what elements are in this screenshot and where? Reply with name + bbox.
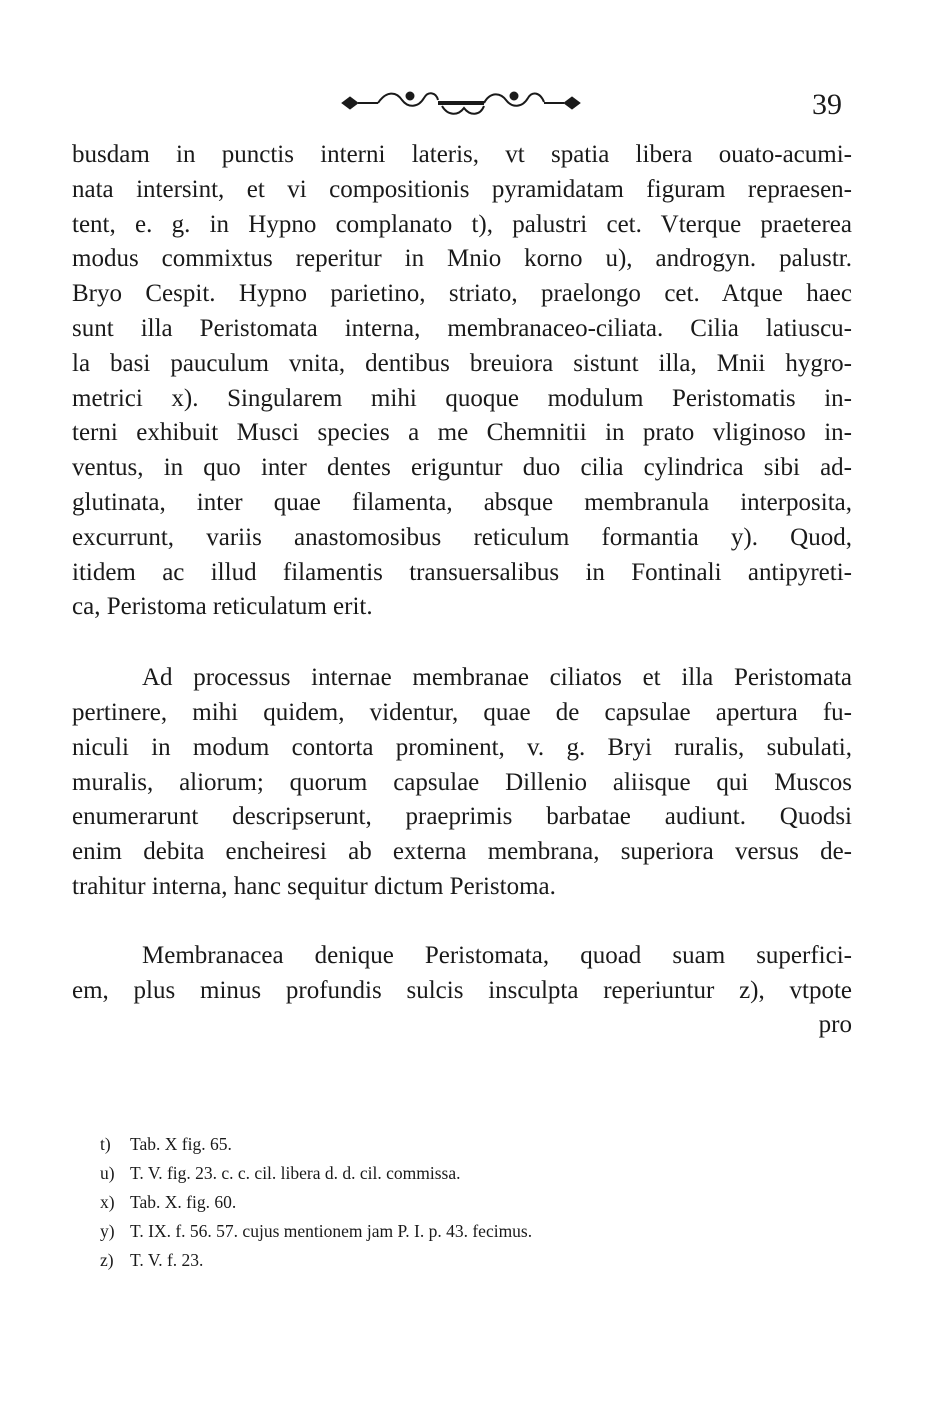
footnote-text: T. V. f. 23. [130, 1250, 204, 1270]
text-line: Bryo Cespit. Hypno parietino, striato, praelongo cet. Atque haec [72, 280, 852, 308]
footnote-mark: x) [100, 1192, 115, 1212]
text-line: enim debita encheiresi ab externa membrana, superiora versus de- [72, 838, 852, 866]
text-line: metrici x). Singularem mihi quoque modulum Peristomatis in- [72, 384, 852, 412]
text-line: nata intersint, et vi compositionis pyramidatam figuram repraesen- [72, 175, 852, 203]
text-line: busdam in punctis interni lateris, vt spatia libera ouato-acumi- [72, 141, 852, 168]
text-line: itidem ac illud filamentis transuersalibus in Fontinali antipyreti- [72, 558, 852, 586]
text-line: modus commixtus reperitur in Mnio korno u), androgyn. palustr. [72, 245, 852, 273]
text-line: Ad processus internae membranae ciliatos et illa Peristomata [142, 664, 852, 692]
catchword: pro [818, 1011, 852, 1039]
text-line: la basi pauculum vnita, dentibus breuiora sistunt illa, Mnii hygro- [72, 349, 852, 377]
footnote [100, 1246, 740, 1275]
text-line: trahitur interna, hanc sequitur dictum Peristoma. [72, 872, 556, 900]
footnote-mark: u) [100, 1163, 115, 1183]
footnote-text: Tab. X fig. 65. [130, 1134, 232, 1154]
text-line: ventus, in quo inter dentes eriguntur duo cilia cylindrica sibi ad- [72, 454, 852, 482]
paragraph-gap [72, 625, 852, 661]
body-text [72, 138, 852, 1043]
footnote [100, 1188, 740, 1217]
text-line: pertinere, mihi quidem, videntur, quae de capsulae apertura fu- [72, 698, 852, 726]
text-line: excurrunt, variis anastomosibus reticulum formantia y). Quod, [72, 523, 852, 551]
footnote-mark: t) [100, 1134, 111, 1154]
text-line: muralis, aliorum; quorum capsulae Dillenio aliisque qui Muscos [72, 768, 852, 796]
footnote-mark: z) [100, 1250, 114, 1270]
footnote-text: Tab. X. fig. 60. [130, 1192, 237, 1212]
text-line: Membranacea denique Peristomata, quoad suam superfici- [142, 941, 852, 969]
printer-ornament-icon [338, 86, 584, 120]
text-line: terni exhibuit Musci species a me Chemnitii in prato vliginoso in- [72, 419, 852, 447]
text-line: niculi in modum contorta prominent, v. g. Bryi ruralis, subulati, [72, 733, 852, 761]
footnote-mark: y) [100, 1221, 115, 1241]
footnote-text: T. IX. f. 56. 57. cujus mentionem jam P. I. p. 43. fecimus. [130, 1221, 533, 1241]
footnote [100, 1217, 740, 1246]
text-line: enumerarunt descripserunt, praeprimis barbatae audiunt. Quodsi [72, 803, 852, 831]
paragraph-2 [72, 661, 852, 905]
footnote [100, 1130, 740, 1159]
footnote-text: T. V. fig. 23. c. c. cil. libera d. d. cil. commissa. [130, 1163, 461, 1183]
text-line: sunt illa Peristomata interna, membranaceo-ciliata. Cilia latiuscu- [72, 314, 852, 342]
text-line: tent, e. g. in Hypno complanato t), palustri cet. Vterque praeterea [72, 210, 852, 238]
paragraph-gap [72, 905, 852, 939]
text-line: glutinata, inter quae filamenta, absque membranula interposita, [72, 488, 852, 516]
footnote [100, 1159, 740, 1188]
page-number: 39 [812, 88, 842, 121]
paragraph-1 [72, 138, 852, 625]
footnotes [100, 1130, 740, 1275]
paragraph-3 [72, 939, 852, 1043]
text-line: ca, Peristoma reticulatum erit. [72, 593, 373, 621]
text-line: em, plus minus profundis sulcis insculpta reperiuntur z), vtpote [72, 976, 852, 1004]
